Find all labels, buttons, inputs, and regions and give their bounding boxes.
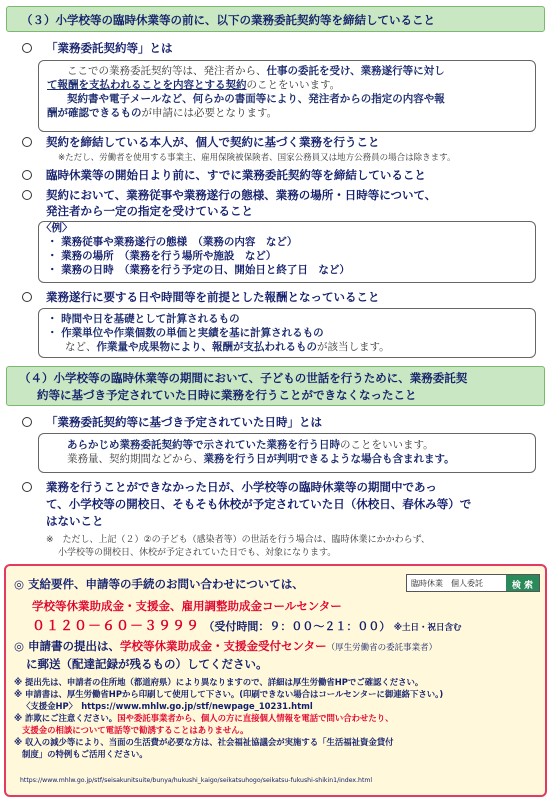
circle-bullet-icon [22, 43, 32, 53]
criterion-contract-definition: 「業務委託契約等」とは [22, 40, 173, 56]
reception-hours: （受付時間：９：００～２１：００） [203, 620, 391, 633]
exception-note-line2: 小学校等の開校日、休校が予定されていた日でも、対象になります。 [58, 548, 337, 558]
example-label: 〈例〉 [41, 222, 73, 234]
section4-header: （４）小学校等の臨時休業等の期間において、子どもの世話を行うために、業務委託契 約等に基づき予定されていた日時に業務を行うことができなくなったこと [6, 366, 545, 406]
circle-bullet-icon [22, 190, 32, 200]
section3-header [6, 6, 545, 32]
submission-line: ◎ 申請書の提出は、学校等休業助成金・支援金受付センター（厚生労働省の委託事業者） [14, 639, 438, 653]
phone-line [32, 615, 461, 634]
contract-definition-box: ここでの業務委託契約等は、発注者から、仕事の委託を受け、業務遂行等に対し て報酬を支払われることを内容とする契約のことをいいます。 契約書や電子メールなど、何らかの書面等により、発注者からの指定の内容や報 酬が確認できるものが申請には必要となります。 [38, 60, 536, 132]
inquiry-text: ◎ 支給要件、申請等の手続のお問い合わせについては、 [14, 577, 304, 591]
circle-bullet-icon [22, 137, 32, 147]
phone-number: ０１２０－６０－３９９９ [32, 619, 201, 634]
section3-title: （３）小学校等の臨時休業等の前に、以下の業務委託契約等を締結していること [21, 13, 435, 27]
hours-note: ※土日・祝日含む [393, 623, 462, 633]
criterion-individual: 契約を締結している本人が、個人で契約に基づく業務を行うこと [22, 134, 380, 150]
scheduled-date-box: あらかじめ業務委託契約等で示されていた業務を行う日時のことをいいます。 業務量、契約期間などから、業務を行う日が判明できるような場合も含まれます。 [38, 433, 536, 473]
search-term: 臨時休業 個人委託 [411, 579, 483, 588]
circle-bullet-icon [22, 482, 32, 492]
search-box[interactable] [406, 574, 540, 592]
search-button[interactable]: 検 索 [506, 575, 539, 591]
criterion-designation-line2: 発注者から一定の指定を受けていること [46, 204, 253, 218]
criterion-unable-day-line3: はないこと [46, 514, 104, 528]
exception-note-line1: ※ ただし、上記（２）②の子ども（感染者等）の世話を行う場合は、臨時休業にかかわらず、 [46, 535, 430, 545]
criterion-remuneration: 業務遂行に要する日や時間等を前提とした報酬となっていること [22, 289, 380, 305]
call-center-name: 学校等休業助成金・支援金、雇用調整助成金コールセンター [32, 599, 342, 613]
individual-note: ※ただし、労働者を使用する事業主、雇用保険被保険者、国家公務員又は地方公務員の場合は除きます。 [58, 153, 456, 163]
criterion-unable-day: 業務を行うことができなかった日が、小学校等の臨時休業等の期間中であっ [22, 479, 437, 495]
example-box: 〈例〉 ・ 業務従事や業務遂行の態様 （業務の内容 など） ・ 業務の場所 （業務を行う場所や施設 など） ・ 業務の日時 （業務を行う予定の日、開始日と終了日 など） [38, 221, 536, 283]
contact-panel [4, 564, 547, 797]
welfare-fund-url[interactable]: https://www.mhlw.go.jp/stf/seisakunitsuite/bunya/hukushi_kaigo/seikatsuhogo/seikatsu-fukushi-shikin1/index.html [20, 777, 373, 784]
circle-bullet-icon [22, 417, 32, 427]
notes: ※ 提出先は、申請者の住所地（都道府県）により異なりますので、詳細は厚生労働省HPでご確認ください。 ※ 申請書は、厚生労働省HPから印刷して使用して下さい。(印刷できない場合はコールセンターに御連絡下さい。) 〈支援金HP〉 https://www.mhlw.go.jp/stf/newpage_10231.html ※ 詐欺にご注意ください。国や委託事業者から、個人の方に直接個人情報を電話で問い合わせたり、 支援金の相談について電話等で勧誘することはありません。 ※ 収入の減少等により、当面の生活費が必要な方は、社会福祉協議会が実施する「生活福祉資金貸付 制度」の特例もご活用ください。 [14, 676, 544, 760]
reception-center-name: 学校等休業助成金・支援金受付センター [120, 639, 327, 653]
circle-bullet-icon [22, 170, 32, 180]
criterion-unable-day-line2: て、小学校等の開校日、そもそも休校が予定されていた日（休校日、春休み等）で [46, 497, 472, 511]
circle-bullet-icon [22, 292, 32, 302]
criterion-contract-date: 臨時休業等の開始日より前に、すでに業務委託契約等を締結していること [22, 167, 426, 183]
mail-instruction: に郵送（配達記録が残るもの）してください。 [26, 657, 268, 671]
criterion-scheduled-date: 「業務委託契約等に基づき予定されていた日時」とは [22, 414, 322, 430]
criterion-designation: 契約において、業務従事や業務遂行の態様、業務の場所・日時等について、 [22, 187, 436, 203]
remuneration-box: ・ 時間や日を基礎として計算されるもの ・ 作業単位や作業個数の単価と実績を基に計算されるもの など、作業量や成果物により、報酬が支払われるものが該当します。 [38, 308, 536, 358]
support-hp-link[interactable]: 〈支援金HP〉 https://www.mhlw.go.jp/stf/newpage_10231.html [22, 701, 313, 711]
